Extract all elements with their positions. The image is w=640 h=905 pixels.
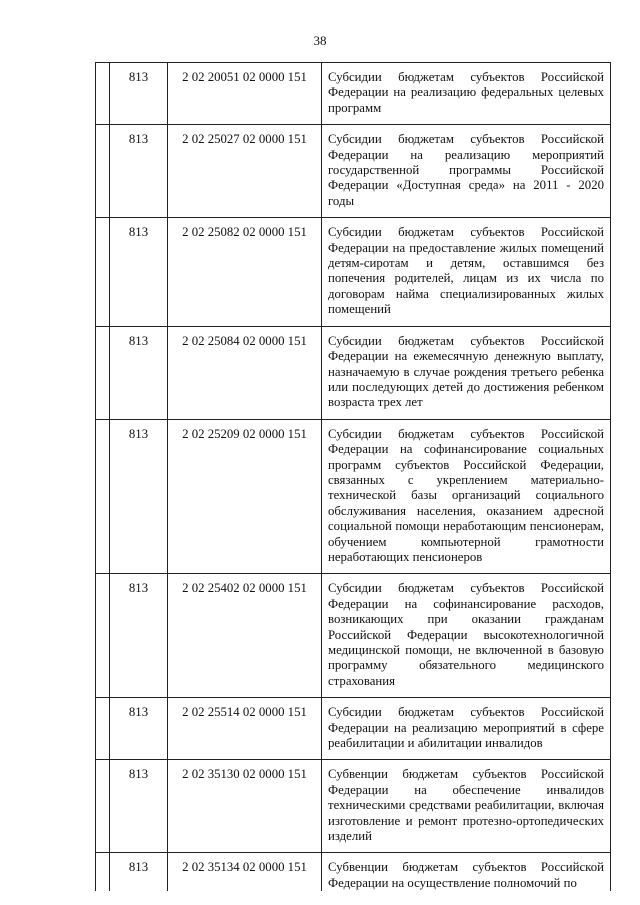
budget-code-cell: 2 02 25402 02 0000 151 bbox=[168, 574, 322, 698]
description-cell: Субвенции бюджетам субъектов Российской Федерации на осуществление полномочий по bbox=[322, 853, 611, 891]
budget-code-cell: 2 02 20051 02 0000 151 bbox=[168, 63, 322, 125]
description-cell: Субсидии бюджетам субъектов Российской Федерации на софинансирование социальных программ субъектов Российской Федерации, связанных с укреплением материально-технической базы организаций социального обслуживания населения, оказанием адресной социальной помощи неработающим пенсионерам, обучением компьютерной грамотности неработающих пенсионеров bbox=[322, 419, 611, 574]
blank-cell bbox=[96, 419, 110, 574]
admin-code-cell: 813 bbox=[110, 326, 168, 419]
budget-code-cell: 2 02 25514 02 0000 151 bbox=[168, 698, 322, 760]
description-cell: Субвенции бюджетам субъектов Российской Федерации на обеспечение инвалидов техническими средствами реабилитации, включая изготовление и ремонт протезно-ортопедических изделий bbox=[322, 760, 611, 853]
blank-cell bbox=[96, 125, 110, 218]
budget-code-cell: 2 02 25027 02 0000 151 bbox=[168, 125, 322, 218]
blank-cell bbox=[96, 760, 110, 853]
description-cell: Субсидии бюджетам субъектов Российской Федерации на софинансирование расходов, возникающих при оказании гражданам Российской Федерации высокотехнологичной медицинской помощи, не включенной в базовую программу обязательного медицинского страхования bbox=[322, 574, 611, 698]
table-row bbox=[96, 574, 611, 698]
blank-cell bbox=[96, 218, 110, 326]
admin-code-cell: 813 bbox=[110, 853, 168, 891]
table-row bbox=[96, 125, 611, 218]
table-row bbox=[96, 853, 611, 891]
admin-code-cell: 813 bbox=[110, 574, 168, 698]
table-row bbox=[96, 419, 611, 574]
blank-cell bbox=[96, 574, 110, 698]
blank-cell bbox=[96, 698, 110, 760]
admin-code-cell: 813 bbox=[110, 419, 168, 574]
description-cell: Субсидии бюджетам субъектов Российской Федерации на предоставление жилых помещений детям-сиротам и детям, оставшимся без попечения родителей, лицам из их числа по договорам найма специализированных жилых помещений bbox=[322, 218, 611, 326]
budget-code-cell: 2 02 35130 02 0000 151 bbox=[168, 760, 322, 853]
table-row bbox=[96, 760, 611, 853]
table-row bbox=[96, 218, 611, 326]
page-number: 38 bbox=[313, 33, 327, 48]
admin-code-cell: 813 bbox=[110, 125, 168, 218]
table-row bbox=[96, 326, 611, 419]
budget-code-cell: 2 02 25084 02 0000 151 bbox=[168, 326, 322, 419]
revenue-code-table bbox=[95, 62, 611, 891]
table-row bbox=[96, 63, 611, 125]
description-cell: Субсидии бюджетам субъектов Российской Федерации на реализацию федеральных целевых программ bbox=[322, 63, 611, 125]
description-cell: Субсидии бюджетам субъектов Российской Федерации на реализацию мероприятий государственной программы Российской Федерации «Доступная среда» на 2011 - 2020 годы bbox=[322, 125, 611, 218]
admin-code-cell: 813 bbox=[110, 63, 168, 125]
admin-code-cell: 813 bbox=[110, 760, 168, 853]
blank-cell bbox=[96, 63, 110, 125]
budget-code-cell: 2 02 35134 02 0000 151 bbox=[168, 853, 322, 891]
admin-code-cell: 813 bbox=[110, 218, 168, 326]
budget-code-cell: 2 02 25209 02 0000 151 bbox=[168, 419, 322, 574]
description-cell: Субсидии бюджетам субъектов Российской Федерации на ежемесячную денежную выплату, назначаемую в случае рождения третьего ребенка или последующих детей до достижения ребенком возраста трех лет bbox=[322, 326, 611, 419]
table-body bbox=[96, 63, 611, 892]
table-row bbox=[96, 698, 611, 760]
admin-code-cell: 813 bbox=[110, 698, 168, 760]
description-cell: Субсидии бюджетам субъектов Российской Федерации на реализацию мероприятий в сфере реабилитации и абилитации инвалидов bbox=[322, 698, 611, 760]
budget-code-cell: 2 02 25082 02 0000 151 bbox=[168, 218, 322, 326]
blank-cell bbox=[96, 853, 110, 891]
blank-cell bbox=[96, 326, 110, 419]
